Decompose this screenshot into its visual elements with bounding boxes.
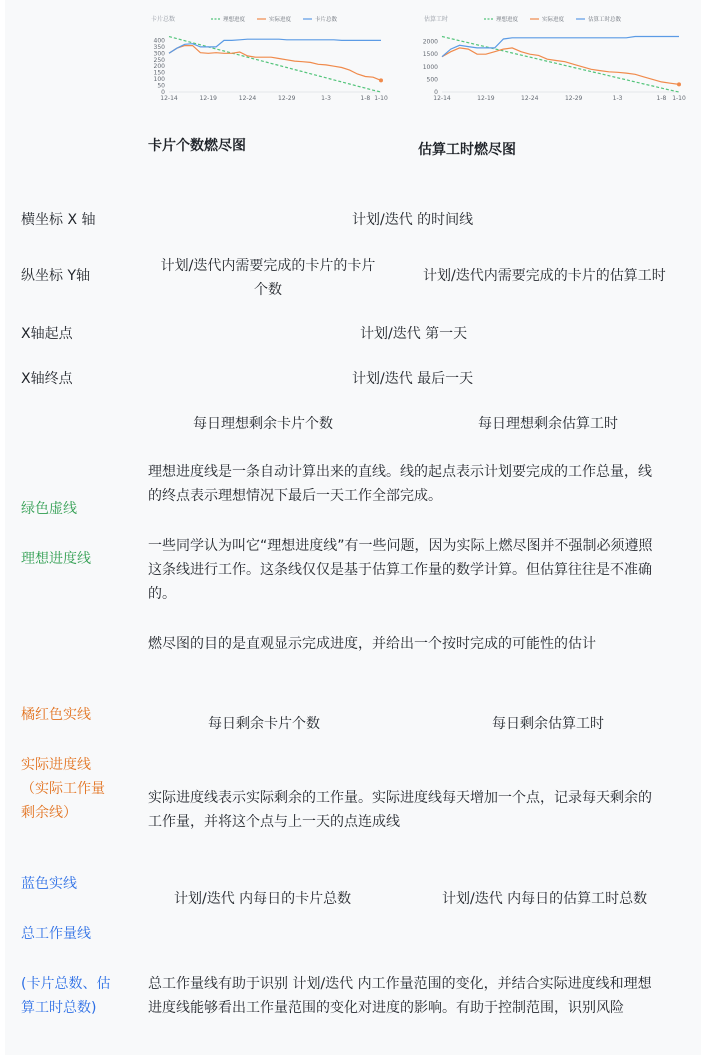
x-tick-label: 12-29 xyxy=(278,95,296,102)
total-desc-a: 总工作量线有助于识别 计划/迭代 内工作量范围的变化，并结合实际进度线和理想 xyxy=(148,976,652,992)
x-tick-label: 1-3 xyxy=(612,95,623,102)
series-line xyxy=(442,48,679,85)
total-line-label-2: (卡片总数、估 xyxy=(21,976,111,992)
y-tick-label: 1000 xyxy=(422,63,438,71)
ideal-desc-2c: 的。 xyxy=(148,586,176,602)
total-desc-b: 进度线能够看出工作量范围的变化对进度的影响。有助于控制范围，识别风险 xyxy=(148,1000,624,1016)
row-label-x-axis: 横坐标 X 轴 xyxy=(21,212,96,228)
y-tick-label: 250 xyxy=(153,56,165,64)
series-line xyxy=(442,37,679,93)
actual-desc-a: 实际进度线表示实际剩余的工作量。实际进度线每天增加一个点，记录每天剩余的 xyxy=(148,790,652,806)
x-tick-label: 12-29 xyxy=(564,95,583,102)
legend-item xyxy=(303,15,338,23)
row-label-y-axis: 纵坐标 Y轴 xyxy=(21,268,91,284)
y-tick-label: 1500 xyxy=(422,51,438,59)
actual-line-label-3: 剩余线） xyxy=(21,805,77,821)
y-tick-label: 100 xyxy=(153,76,165,84)
x-tick-label: 12-19 xyxy=(199,95,217,102)
y-tick-label: 50 xyxy=(157,82,165,90)
legend-item xyxy=(530,15,565,23)
legend-item xyxy=(484,15,519,23)
legend-item xyxy=(211,15,246,23)
series-line xyxy=(169,39,381,53)
series-line xyxy=(169,46,381,81)
row-value-x-start: 计划/迭代 第一天 xyxy=(360,326,468,342)
ideal-desc-2a: 一些同学认为叫它“理想进度线”有一些问题，因为实际上燃尽图并不强制必须遵照 xyxy=(148,538,653,554)
legend-label: 实际进度 xyxy=(542,17,565,23)
chart-y-label: 估算工时 xyxy=(424,16,449,23)
series-end-point xyxy=(677,82,681,86)
row-label-x-start: X轴起点 xyxy=(21,326,73,342)
ideal-col2: 每日理想剩余估算工时 xyxy=(478,416,618,432)
total-col2: 计划/迭代 内每日的估算工时总数 xyxy=(442,891,648,907)
legend-item xyxy=(576,15,622,23)
y-tick-label: 500 xyxy=(426,76,438,84)
col1-title: 卡片个数燃尽图 xyxy=(148,138,246,154)
y-tick-label: 0 xyxy=(434,89,438,96)
estimated-hours-burndown-chart xyxy=(418,12,686,104)
row-value-y-axis-col1-line2: 个数 xyxy=(254,282,282,298)
x-tick-label: 12-24 xyxy=(521,95,539,102)
y-tick-label: 150 xyxy=(153,69,165,77)
orange-solid-label: 橘红色实线 xyxy=(21,707,91,723)
legend-label: 理想进度 xyxy=(223,17,246,23)
x-tick-label: 12-14 xyxy=(433,95,451,102)
row-value-y-axis-col2: 计划/迭代内需要完成的卡片的估算工时 xyxy=(423,268,666,284)
actual-col1: 每日剩余卡片个数 xyxy=(208,716,320,732)
ideal-desc-1b: 的终点表示理想情况下最后一天工作全部完成。 xyxy=(148,488,442,504)
row-value-x-end: 计划/迭代 最后一天 xyxy=(352,371,474,387)
legend-label: 实际进度 xyxy=(269,17,292,23)
legend-label: 理想进度 xyxy=(496,17,519,23)
row-value-y-axis-col1-line1: 计划/迭代内需要完成的卡片的卡片 xyxy=(160,258,376,274)
series-line xyxy=(169,37,381,92)
y-tick-label: 200 xyxy=(153,63,165,71)
y-tick-label: 2000 xyxy=(422,38,438,46)
legend-label: 估算工时总数 xyxy=(588,17,622,23)
blue-solid-label: 蓝色实线 xyxy=(21,876,77,892)
y-tick-label: 400 xyxy=(153,37,165,45)
ideal-desc-2b: 这条线进行工作。这条线仅仅是基于估算工作量的数学计算。但估算往往是不准确 xyxy=(148,562,652,578)
legend-label: 卡片总数 xyxy=(315,17,338,23)
total-col1: 计划/迭代 内每日的卡片总数 xyxy=(174,891,352,907)
actual-line-label-2: （实际工作量 xyxy=(21,781,105,797)
card-count-burndown-chart xyxy=(145,12,388,104)
green-dashed-label: 绿色虚线 xyxy=(21,501,77,517)
total-line-label: 总工作量线 xyxy=(21,926,91,942)
ideal-desc-3: 燃尽图的目的是直观显示完成进度，并给出一个按时完成的可能性的估计 xyxy=(148,636,596,652)
ideal-desc-1a: 理想进度线是一条自动计算出来的直线。线的起点表示计划要完成的工作总量，线 xyxy=(148,464,652,480)
x-tick-label: 12-19 xyxy=(477,95,495,102)
actual-col2: 每日剩余估算工时 xyxy=(492,716,604,732)
ideal-line-label: 理想进度线 xyxy=(21,551,91,567)
x-tick-label: 1-10 xyxy=(374,95,388,102)
legend-item xyxy=(257,15,292,23)
series-end-point xyxy=(379,78,383,82)
actual-line-label: 实际进度线 xyxy=(21,757,91,773)
x-tick-label: 1-3 xyxy=(321,95,331,102)
row-label-x-end: X轴终点 xyxy=(21,371,73,387)
y-tick-label: 0 xyxy=(161,89,165,96)
y-tick-label: 300 xyxy=(153,50,165,58)
ideal-col1: 每日理想剩余卡片个数 xyxy=(193,416,333,432)
row-value-x-axis: 计划/迭代 的时间线 xyxy=(352,212,474,228)
col2-title: 估算工时燃尽图 xyxy=(418,142,516,158)
x-tick-label: 12-14 xyxy=(160,95,178,102)
x-tick-label: 1-8 xyxy=(656,95,667,102)
x-tick-label: 12-24 xyxy=(238,95,257,102)
total-line-label-3: 算工时总数) xyxy=(21,1000,97,1016)
chart-y-label: 卡片总数 xyxy=(151,16,176,23)
x-tick-label: 1-8 xyxy=(360,95,371,102)
x-tick-label: 1-10 xyxy=(672,95,686,102)
actual-desc-b: 工作量，并将这个点与上一天的点连成线 xyxy=(148,814,400,830)
y-tick-label: 350 xyxy=(153,43,165,51)
